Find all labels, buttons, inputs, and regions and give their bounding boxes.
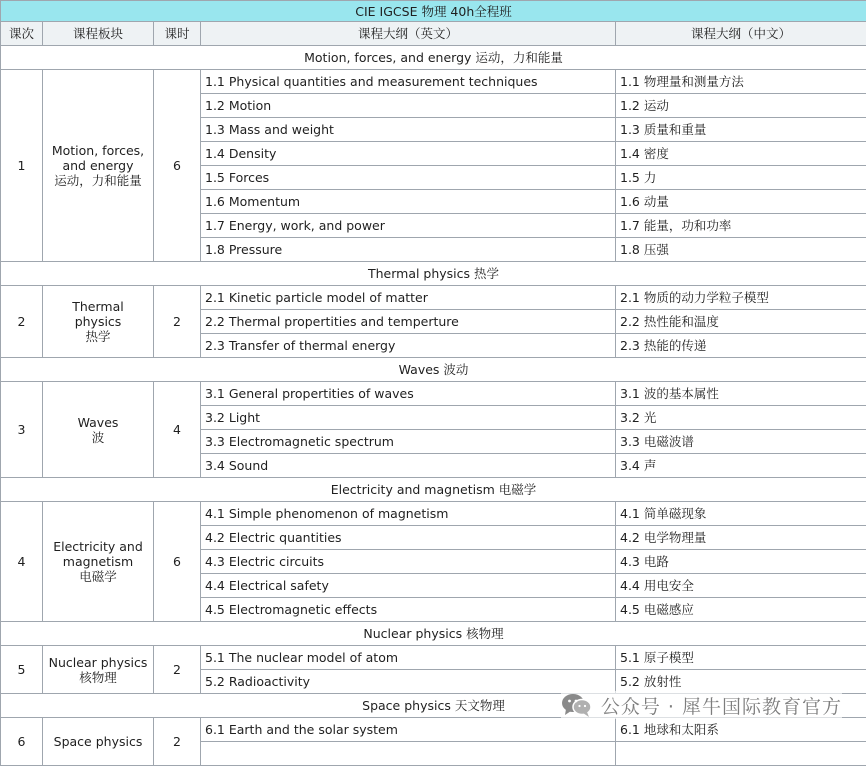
module-cell bbox=[43, 286, 154, 358]
topic-chinese: 1.1 物理量和测量方法 bbox=[616, 70, 866, 94]
hours-cell: 2 bbox=[154, 646, 201, 694]
topic-chinese: 3.4 声 bbox=[616, 454, 866, 478]
hours-cell: 4 bbox=[154, 382, 201, 478]
section-heading: Space physics 天文物理 bbox=[1, 694, 866, 718]
topic-english: 2.1 Kinetic particle model of matter bbox=[201, 286, 616, 310]
header-hours: 课时 bbox=[154, 22, 201, 46]
section-heading-row bbox=[1, 358, 866, 382]
topic-english: 3.2 Light bbox=[201, 406, 616, 430]
topic-english: 1.6 Momentum bbox=[201, 190, 616, 214]
lesson-number: 3 bbox=[1, 382, 43, 478]
topic-english: 5.2 Radioactivity bbox=[201, 670, 616, 694]
module-cell bbox=[43, 646, 154, 694]
lesson-number: 6 bbox=[1, 718, 43, 766]
title-row bbox=[1, 1, 866, 22]
topic-english: 1.3 Mass and weight bbox=[201, 118, 616, 142]
module-name-line: and energy bbox=[47, 158, 149, 173]
header-row bbox=[1, 22, 866, 46]
topic-chinese: 5.1 原子模型 bbox=[616, 646, 866, 670]
section-heading: Waves 波动 bbox=[1, 358, 866, 382]
topic-chinese: 1.3 质量和重量 bbox=[616, 118, 866, 142]
topic-english: 3.4 Sound bbox=[201, 454, 616, 478]
module-cell bbox=[43, 718, 154, 766]
topic-english: 6.1 Earth and the solar system bbox=[201, 718, 616, 742]
module-cell bbox=[43, 382, 154, 478]
topic-english: 4.1 Simple phenomenon of magnetism bbox=[201, 502, 616, 526]
topic-chinese: 4.1 简单磁现象 bbox=[616, 502, 866, 526]
hours-cell: 2 bbox=[154, 718, 201, 766]
table-row bbox=[1, 718, 866, 742]
topic-english: 3.3 Electromagnetic spectrum bbox=[201, 430, 616, 454]
topic-english: 5.1 The nuclear model of atom bbox=[201, 646, 616, 670]
header-outline-en: 课程大纲（英文） bbox=[201, 22, 616, 46]
table-row bbox=[1, 502, 866, 526]
module-name-line: Thermal physics bbox=[47, 299, 149, 329]
hours-cell: 6 bbox=[154, 502, 201, 622]
topic-english: 4.5 Electromagnetic effects bbox=[201, 598, 616, 622]
section-heading: Electricity and magnetism 电磁学 bbox=[1, 478, 866, 502]
lesson-number: 2 bbox=[1, 286, 43, 358]
header-lesson: 课次 bbox=[1, 22, 43, 46]
topic-chinese: 1.7 能量，功和功率 bbox=[616, 214, 866, 238]
module-name-line: 运动，力和能量 bbox=[47, 173, 149, 188]
header-module: 课程板块 bbox=[43, 22, 154, 46]
topic-chinese bbox=[616, 742, 866, 766]
module-cell bbox=[43, 502, 154, 622]
lesson-number: 5 bbox=[1, 646, 43, 694]
section-heading-row bbox=[1, 46, 866, 70]
topic-english: 1.5 Forces bbox=[201, 166, 616, 190]
section-heading: Nuclear physics 核物理 bbox=[1, 622, 866, 646]
topic-english: 2.3 Transfer of thermal energy bbox=[201, 334, 616, 358]
topic-english: 2.2 Thermal propertities and temperture bbox=[201, 310, 616, 334]
topic-english: 4.2 Electric quantities bbox=[201, 526, 616, 550]
topic-chinese: 5.2 放射性 bbox=[616, 670, 866, 694]
topic-chinese: 1.4 密度 bbox=[616, 142, 866, 166]
topic-chinese: 6.1 地球和太阳系 bbox=[616, 718, 866, 742]
module-name-line: Motion, forces, bbox=[47, 143, 149, 158]
topic-english: 4.4 Electrical safety bbox=[201, 574, 616, 598]
section-heading-row bbox=[1, 262, 866, 286]
watermark-text: 公众号 · 犀牛国际教育官方 bbox=[601, 692, 842, 719]
module-name-line: Space physics bbox=[47, 734, 149, 749]
topic-english: 1.7 Energy, work, and power bbox=[201, 214, 616, 238]
module-name-line: Waves bbox=[47, 415, 149, 430]
module-name-line: 电磁学 bbox=[47, 569, 149, 584]
topic-chinese: 3.2 光 bbox=[616, 406, 866, 430]
module-name-line: 核物理 bbox=[47, 670, 149, 685]
topic-english: 4.3 Electric circuits bbox=[201, 550, 616, 574]
table-title: CIE IGCSE 物理 40h全程班 bbox=[1, 1, 866, 22]
topic-english bbox=[201, 742, 616, 766]
topic-chinese: 3.3 电磁波谱 bbox=[616, 430, 866, 454]
module-name-line: Nuclear physics bbox=[47, 655, 149, 670]
section-heading-row bbox=[1, 622, 866, 646]
section-heading: Motion, forces, and energy 运动，力和能量 bbox=[1, 46, 866, 70]
topic-english: 1.8 Pressure bbox=[201, 238, 616, 262]
module-name-line: 热学 bbox=[47, 329, 149, 344]
lesson-number: 4 bbox=[1, 502, 43, 622]
topic-english: 1.1 Physical quantities and measurement techniques bbox=[201, 70, 616, 94]
module-name-line: Electricity and bbox=[47, 539, 149, 554]
section-heading: Thermal physics 热学 bbox=[1, 262, 866, 286]
topic-chinese: 1.6 动量 bbox=[616, 190, 866, 214]
table-row bbox=[1, 646, 866, 670]
lesson-number: 1 bbox=[1, 70, 43, 262]
topic-english: 1.2 Motion bbox=[201, 94, 616, 118]
topic-chinese: 2.1 物质的动力学粒子模型 bbox=[616, 286, 866, 310]
topic-chinese: 1.2 运动 bbox=[616, 94, 866, 118]
topic-chinese: 1.5 力 bbox=[616, 166, 866, 190]
module-cell bbox=[43, 70, 154, 262]
table-row bbox=[1, 286, 866, 310]
topic-chinese: 4.3 电路 bbox=[616, 550, 866, 574]
table-row bbox=[1, 382, 866, 406]
topic-chinese: 4.4 用电安全 bbox=[616, 574, 866, 598]
module-name-line: 波 bbox=[47, 430, 149, 445]
topic-chinese: 4.5 电磁感应 bbox=[616, 598, 866, 622]
topic-chinese: 2.3 热能的传递 bbox=[616, 334, 866, 358]
table-row bbox=[1, 70, 866, 94]
topic-chinese: 3.1 波的基本属性 bbox=[616, 382, 866, 406]
topic-english: 1.4 Density bbox=[201, 142, 616, 166]
watermark bbox=[561, 691, 842, 719]
module-name-line: magnetism bbox=[47, 554, 149, 569]
hours-cell: 2 bbox=[154, 286, 201, 358]
topic-english: 3.1 General propertities of waves bbox=[201, 382, 616, 406]
topic-chinese: 1.8 压强 bbox=[616, 238, 866, 262]
hours-cell: 6 bbox=[154, 70, 201, 262]
section-heading-row bbox=[1, 478, 866, 502]
topic-chinese: 2.2 热性能和温度 bbox=[616, 310, 866, 334]
topic-chinese: 4.2 电学物理量 bbox=[616, 526, 866, 550]
wechat-icon bbox=[561, 692, 593, 718]
header-outline-zh: 课程大纲（中文） bbox=[616, 22, 866, 46]
